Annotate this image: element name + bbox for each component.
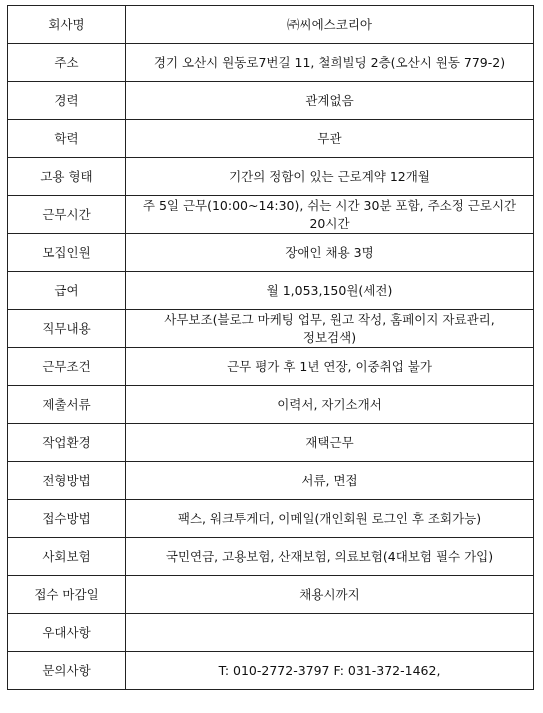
row-value-education: 무관 [126,120,534,158]
row-value-documents: 이력서, 자기소개서 [126,386,534,424]
table-row [8,348,534,386]
row-value-work-hours: 주 5일 근무(10:00~14:30), 쉬는 시간 30분 포함, 주소정 근로시간 20시간 [126,196,534,234]
row-label-social-insurance: 사회보험 [8,538,126,576]
table-row [8,234,534,272]
job-posting-document [7,5,533,704]
row-label-work-environment: 작업환경 [8,424,126,462]
table-row [8,44,534,82]
table-row [8,576,534,614]
row-value-deadline: 채용시까지 [126,576,534,614]
row-label-address: 주소 [8,44,126,82]
row-label-selection-method: 전형방법 [8,462,126,500]
table-row [8,6,534,44]
table-row [8,500,534,538]
table-row [8,120,534,158]
row-value-preferences [126,614,534,652]
row-value-contact: T: 010-2772-3797 F: 031-372-1462, [126,652,534,690]
row-value-social-insurance: 국민연금, 고용보험, 산재보험, 의료보험(4대보험 필수 가입) [126,538,534,576]
row-value-employment-type: 기간의 정함이 있는 근로계약 12개월 [126,158,534,196]
row-value-headcount: 장애인 채용 3명 [126,234,534,272]
row-value-experience: 관계없음 [126,82,534,120]
row-label-headcount: 모집인원 [8,234,126,272]
row-label-deadline: 접수 마감일 [8,576,126,614]
table-row [8,462,534,500]
table-row [8,158,534,196]
row-label-conditions: 근무조건 [8,348,126,386]
row-label-application-method: 접수방법 [8,500,126,538]
table-row [8,196,534,234]
row-label-salary: 급여 [8,272,126,310]
job-info-table [7,5,534,690]
row-value-conditions: 근무 평가 후 1년 연장, 이중취업 불가 [126,348,534,386]
table-row [8,424,534,462]
row-value-duties: 사무보조(블로그 마케팅 업무, 원고 작성, 홈페이지 자료관리, 정보검색) [126,310,534,348]
table-row [8,538,534,576]
row-label-experience: 경력 [8,82,126,120]
row-value-company: ㈜씨에스코리아 [126,6,534,44]
row-label-contact: 문의사항 [8,652,126,690]
table-row [8,652,534,690]
row-label-preferences: 우대사항 [8,614,126,652]
row-label-employment-type: 고용 형태 [8,158,126,196]
row-value-selection-method: 서류, 면접 [126,462,534,500]
row-label-education: 학력 [8,120,126,158]
row-label-company: 회사명 [8,6,126,44]
table-row [8,82,534,120]
row-label-documents: 제출서류 [8,386,126,424]
row-label-duties: 직무내용 [8,310,126,348]
table-row [8,386,534,424]
row-value-work-environment: 재택근무 [126,424,534,462]
row-value-salary: 월 1,053,150원(세전) [126,272,534,310]
row-label-work-hours: 근무시간 [8,196,126,234]
table-row [8,272,534,310]
row-value-application-method: 팩스, 워크투게더, 이메일(개인회원 로그인 후 조회가능) [126,500,534,538]
table-row [8,614,534,652]
row-value-address: 경기 오산시 원동로7번길 11, 철희빌딩 2층(오산시 원동 779-2) [126,44,534,82]
table-row [8,310,534,348]
